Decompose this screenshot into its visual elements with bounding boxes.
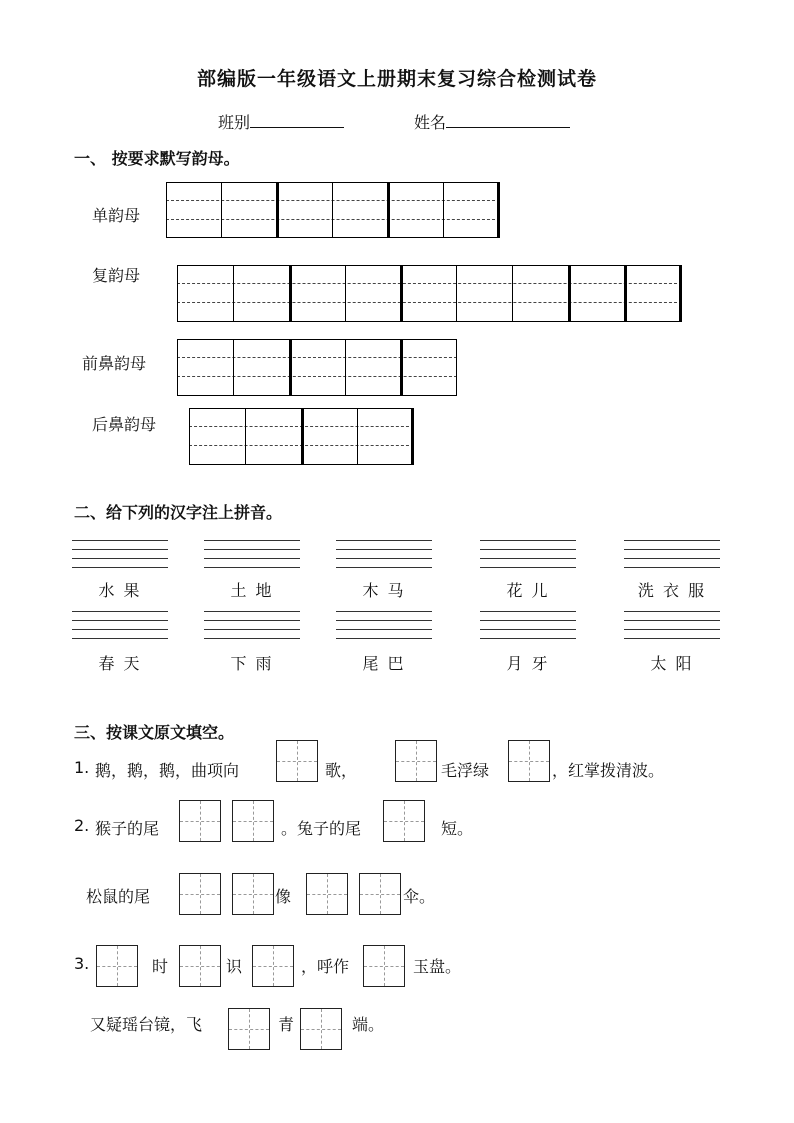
q2-number: 2. xyxy=(74,816,90,835)
q1-number: 1. xyxy=(74,758,90,777)
pinyin-lines[interactable] xyxy=(204,540,300,568)
class-label: 班别 xyxy=(218,113,251,132)
q2b-text-c: 伞。 xyxy=(403,887,436,906)
four-line-grid-front-nasal[interactable] xyxy=(177,339,457,396)
hanzi-word: 土 地 xyxy=(230,581,274,600)
row-label-compound: 复韵母 xyxy=(92,266,141,285)
q3-text-a: 时 xyxy=(152,957,169,976)
tianzige-box[interactable] xyxy=(300,1008,342,1050)
pinyin-lines[interactable] xyxy=(624,611,720,639)
q2-text-a: 猴子的尾 xyxy=(95,819,160,838)
q1-text-c: 毛浮绿 xyxy=(441,761,490,780)
hanzi-word: 花 儿 xyxy=(506,581,550,600)
tianzige-box[interactable] xyxy=(179,873,221,915)
tianzige-box[interactable] xyxy=(306,873,348,915)
pinyin-lines[interactable] xyxy=(204,611,300,639)
pinyin-lines[interactable] xyxy=(336,540,432,568)
q3b-text-c: 端。 xyxy=(352,1015,385,1034)
pinyin-lines[interactable] xyxy=(72,540,168,568)
hanzi-word: 下 雨 xyxy=(230,654,274,673)
q1-text-d: ，红掌拨清波。 xyxy=(552,761,665,780)
four-line-grid-single[interactable] xyxy=(166,182,500,238)
tianzige-box[interactable] xyxy=(252,945,294,987)
name-blank[interactable] xyxy=(446,111,570,128)
class-blank[interactable] xyxy=(250,111,344,128)
four-line-grid-compound[interactable] xyxy=(177,265,682,322)
tianzige-box[interactable] xyxy=(359,873,401,915)
pinyin-lines[interactable] xyxy=(480,611,576,639)
q3-text-b: 识 xyxy=(226,957,243,976)
q2b-text-b: 像 xyxy=(275,887,292,906)
row-label-single: 单韵母 xyxy=(92,206,141,225)
row-label-back-nasal: 后鼻韵母 xyxy=(92,415,157,434)
name-field xyxy=(414,110,570,133)
class-field xyxy=(218,110,344,133)
pinyin-lines[interactable] xyxy=(624,540,720,568)
tianzige-box[interactable] xyxy=(383,800,425,842)
pinyin-lines[interactable] xyxy=(336,611,432,639)
hanzi-word: 太 阳 xyxy=(650,654,694,673)
four-line-grid-back-nasal[interactable] xyxy=(189,408,414,465)
q3b-text-b: 青 xyxy=(278,1015,295,1034)
tianzige-box[interactable] xyxy=(232,800,274,842)
row-label-front-nasal: 前鼻韵母 xyxy=(82,354,147,373)
hanzi-word: 水 果 xyxy=(98,581,142,600)
tianzige-box[interactable] xyxy=(228,1008,270,1050)
q1-text-b: 歌， xyxy=(325,761,358,780)
q3b-text-a: 又疑瑶台镜，飞 xyxy=(90,1015,203,1034)
q3-text-c: ，呼作 xyxy=(301,957,350,976)
tianzige-box[interactable] xyxy=(179,945,221,987)
q2-text-b: 。兔子的尾 xyxy=(281,819,362,838)
tianzige-box[interactable] xyxy=(276,740,318,782)
q3-number: 3. xyxy=(74,954,90,973)
tianzige-box[interactable] xyxy=(179,800,221,842)
q3-text-d: 玉盘。 xyxy=(413,957,462,976)
tianzige-box[interactable] xyxy=(96,945,138,987)
section1-heading: 一、 按要求默写韵母。 xyxy=(74,149,240,168)
name-label: 姓名 xyxy=(414,113,447,132)
q2b-text-a: 松鼠的尾 xyxy=(86,887,151,906)
tianzige-box[interactable] xyxy=(508,740,550,782)
q2-text-c: 短。 xyxy=(441,819,474,838)
pinyin-lines[interactable] xyxy=(480,540,576,568)
section3-heading: 三、按课文原文填空。 xyxy=(74,723,235,742)
tianzige-box[interactable] xyxy=(363,945,405,987)
hanzi-word: 洗 衣 服 xyxy=(637,581,707,600)
hanzi-word: 月 牙 xyxy=(506,654,550,673)
hanzi-word: 春 天 xyxy=(98,654,142,673)
tianzige-box[interactable] xyxy=(395,740,437,782)
pinyin-lines[interactable] xyxy=(72,611,168,639)
section2-heading: 二、给下列的汉字注上拼音。 xyxy=(74,503,283,522)
q1-text-a: 鹅，鹅，鹅，曲项向 xyxy=(95,761,240,780)
page-title: 部编版一年级语文上册期末复习综合检测试卷 xyxy=(196,68,597,90)
tianzige-box[interactable] xyxy=(232,873,274,915)
hanzi-word: 木 马 xyxy=(362,581,406,600)
hanzi-word: 尾 巴 xyxy=(362,654,406,673)
